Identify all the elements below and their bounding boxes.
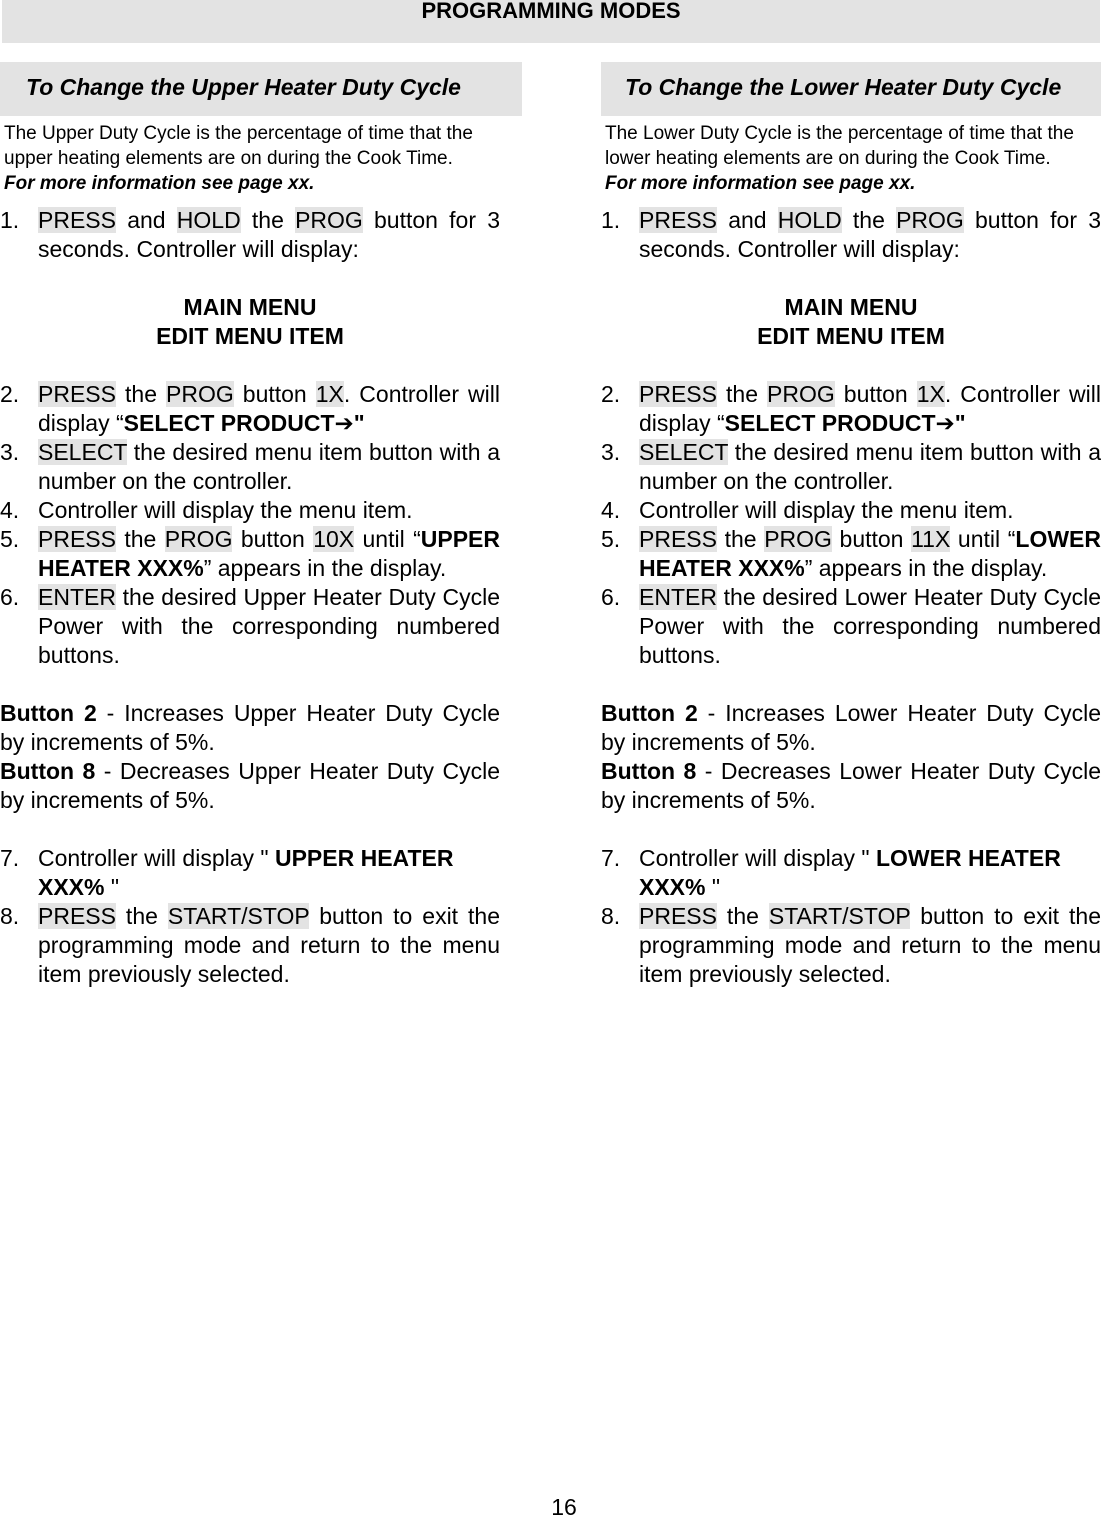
step-1: 1. PRESS and HOLD the PROG button for 3 seconds. Controller will display: (0, 207, 501, 262)
step-7: 7. Controller will display " LOWER HEATER XXX% " (601, 845, 1061, 900)
button-8-note: Button 8 - Decreases Lower Heater Duty Cycle by increments of 5%. (601, 758, 1101, 813)
page-title: PROGRAMMING MODES (421, 0, 681, 23)
step-3: 3. SELECT the desired menu item button with a number on the controller. (0, 439, 500, 494)
intro-text: The Upper Duty Cycle is the percentage of time that the upper heating elements are on during the Cook Time. (4, 123, 473, 169)
page-title-banner (2, 0, 1100, 43)
step-6: 6. ENTER the desired Upper Heater Duty Cycle Power with the corresponding numbered buttons. (0, 584, 500, 668)
section-heading: To Change the Lower Heater Duty Cycle (601, 62, 1101, 116)
display-line-2: EDIT MENU ITEM (156, 323, 344, 349)
steps-list (0, 206, 500, 989)
page-number: 16 (551, 1494, 577, 1520)
step-2: 2. PRESS the PROG button 1X. Controller will display “SELECT PRODUCT➔" (601, 381, 1101, 436)
step-1: 1. PRESS and HOLD the PROG button for 3 seconds. Controller will display: (601, 207, 1101, 262)
display-line-1: MAIN MENU (784, 294, 918, 320)
display-line-2: EDIT MENU ITEM (757, 323, 945, 349)
upper-heater-section (0, 62, 500, 989)
step-3: 3. SELECT the desired menu item button with a number on the controller. (601, 439, 1101, 494)
button-2-note: Button 2 - Increases Lower Heater Duty Cycle by increments of 5%. (601, 700, 1101, 755)
lower-heater-section (601, 62, 1101, 989)
step-4: 4. Controller will display the menu item. (0, 497, 413, 523)
step-6: 6. ENTER the desired Lower Heater Duty Cycle Power with the corresponding numbered buttons. (601, 584, 1101, 668)
section-heading: To Change the Upper Heater Duty Cycle (0, 62, 522, 116)
step-5: 5. PRESS the PROG button 10X until “UPPER HEATER XXX%” appears in the display. (0, 526, 500, 581)
section-intro (4, 121, 494, 196)
step-8: 8. PRESS the START/STOP button to exit the programming mode and return to the menu item previously selected. (0, 903, 500, 987)
step-5: 5. PRESS the PROG button 11X until “LOWER HEATER XXX%” appears in the display. (601, 526, 1101, 581)
button-8-note: Button 8 - Decreases Upper Heater Duty Cycle by increments of 5%. (0, 758, 500, 813)
press-button-ref: PRESS (38, 207, 116, 233)
step-8: 8. PRESS the START/STOP button to exit the programming mode and return to the menu item previously selected. (601, 903, 1101, 987)
more-info-note: For more information see page xx. (605, 173, 916, 194)
button-2-note: Button 2 - Increases Upper Heater Duty Cycle by increments of 5%. (0, 700, 500, 755)
prog-button-ref: PROG (295, 207, 363, 233)
intro-text: The Lower Duty Cycle is the percentage of time that the lower heating elements are on during the Cook Time. (605, 123, 1074, 169)
step-2: 2. PRESS the PROG button 1X. Controller will display “SELECT PRODUCT➔" (0, 381, 500, 436)
section-intro (605, 121, 1095, 196)
step-7: 7. Controller will display " UPPER HEATER XXX% " (0, 845, 454, 900)
steps-list (601, 206, 1101, 989)
hold-ref: HOLD (176, 207, 241, 233)
display-line-1: MAIN MENU (183, 294, 317, 320)
step-4: 4. Controller will display the menu item. (601, 497, 1014, 523)
more-info-note: For more information see page xx. (4, 173, 315, 194)
